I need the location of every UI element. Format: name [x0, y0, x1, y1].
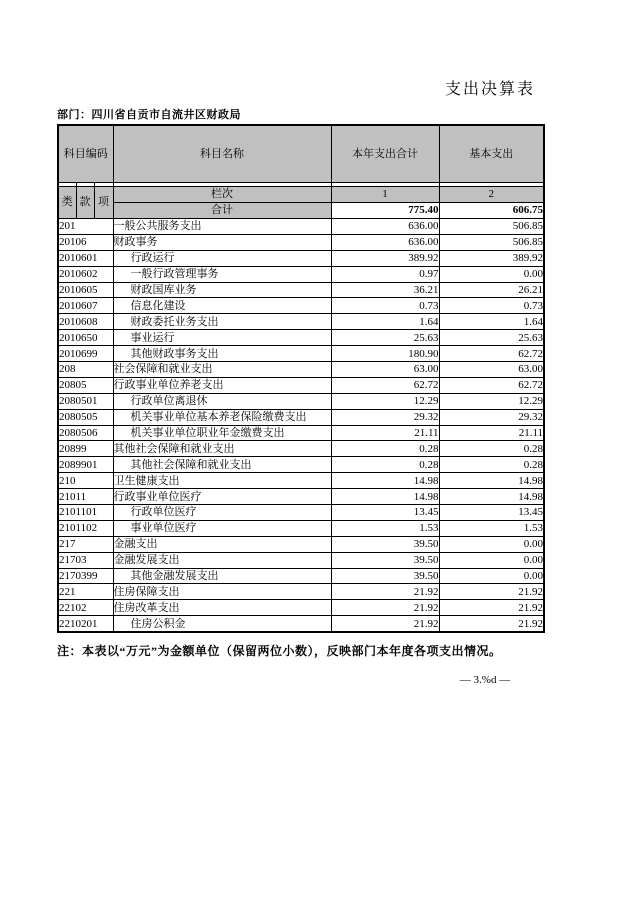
subject-name-cell: 其他金融发展支出: [113, 568, 331, 584]
subject-name-cell: 行政运行: [113, 250, 331, 266]
subject-name-cell: 住房保障支出: [113, 584, 331, 600]
total-expenditure-cell: 21.11: [331, 425, 439, 441]
subject-code-cell: 221: [58, 584, 113, 600]
total-expenditure-cell: 1.64: [331, 314, 439, 330]
table-row: [58, 393, 544, 409]
table-row: [58, 250, 544, 266]
table-row: [58, 314, 544, 330]
table-row: [58, 219, 544, 235]
basic-expenditure-cell: 1.64: [439, 314, 544, 330]
total-expenditure-cell: 0.73: [331, 298, 439, 314]
basic-expenditure-cell: 21.92: [439, 616, 544, 632]
basic-expenditure-cell: 25.63: [439, 330, 544, 346]
basic-expenditure-cell: 14.98: [439, 489, 544, 505]
basic-expenditure-cell: 389.92: [439, 250, 544, 266]
table-row: [58, 520, 544, 536]
subject-code-cell: 2210201: [58, 616, 113, 632]
page-number: — 3.%d —: [459, 674, 511, 686]
basic-expenditure-cell: 0.28: [439, 441, 544, 457]
total-expenditure-cell: 0.97: [331, 266, 439, 282]
total-expenditure-cell: 39.50: [331, 568, 439, 584]
subject-name-cell: 其他社会保障和就业支出: [113, 441, 331, 457]
header-total-expenditure: 本年支出合计: [331, 125, 439, 183]
basic-expenditure-cell: 21.92: [439, 584, 544, 600]
subject-code-cell: 2080501: [58, 393, 113, 409]
subject-code-cell: 201: [58, 219, 113, 235]
total-expenditure-cell: 21.92: [331, 616, 439, 632]
basic-expenditure-cell: 0.28: [439, 457, 544, 473]
basic-expenditure-cell: 62.72: [439, 377, 544, 393]
total-expenditure-cell: 636.00: [331, 219, 439, 235]
total-expenditure-cell: 39.50: [331, 552, 439, 568]
table-row: [58, 505, 544, 521]
total-label: 合计: [113, 203, 331, 219]
subject-code-cell: 208: [58, 362, 113, 378]
table-row: [58, 600, 544, 616]
column-index-label: 栏次: [113, 187, 331, 203]
table-row: [58, 457, 544, 473]
header-row: [58, 125, 544, 183]
subject-name-cell: 财政事务: [113, 234, 331, 250]
table-row: [58, 616, 544, 632]
header-code-item: 项: [94, 187, 113, 219]
subject-code-cell: 2101101: [58, 505, 113, 521]
subject-name-cell: 财政委托业务支出: [113, 314, 331, 330]
subject-name-cell: 社会保障和就业支出: [113, 362, 331, 378]
basic-expenditure-cell: 0.00: [439, 536, 544, 552]
column-index-row: [58, 187, 544, 203]
table-body: [58, 125, 544, 632]
table-row: [58, 234, 544, 250]
subject-name-cell: 行政单位离退休: [113, 393, 331, 409]
subject-name-cell: 金融发展支出: [113, 552, 331, 568]
subject-code-cell: 217: [58, 536, 113, 552]
subject-code-cell: 2010602: [58, 266, 113, 282]
header-basic-expenditure: 基本支出: [439, 125, 544, 183]
total-expenditure-cell: 63.00: [331, 362, 439, 378]
table-row: [58, 425, 544, 441]
subject-name-cell: 行政单位医疗: [113, 505, 331, 521]
table-row: [58, 282, 544, 298]
basic-expenditure-cell: 21.92: [439, 600, 544, 616]
table-row: [58, 377, 544, 393]
subject-code-cell: 2010650: [58, 330, 113, 346]
basic-expenditure-cell: 14.98: [439, 473, 544, 489]
basic-expenditure-cell: 13.45: [439, 505, 544, 521]
total-expenditure-cell: 0.28: [331, 441, 439, 457]
subject-code-cell: 20805: [58, 377, 113, 393]
table-row: [58, 409, 544, 425]
basic-expenditure-cell: 29.32: [439, 409, 544, 425]
total-expenditure-cell: 636.00: [331, 234, 439, 250]
total-expenditure-cell: 13.45: [331, 505, 439, 521]
basic-expenditure-cell: 1.53: [439, 520, 544, 536]
table-row: [58, 266, 544, 282]
subject-code-cell: 20106: [58, 234, 113, 250]
total-expenditure-cell: 180.90: [331, 346, 439, 362]
header-subject-name: 科目名称: [113, 125, 331, 183]
total-expenditure-cell: 39.50: [331, 536, 439, 552]
subject-name-cell: 其他社会保障和就业支出: [113, 457, 331, 473]
basic-expenditure-cell: 12.29: [439, 393, 544, 409]
table-row: [58, 298, 544, 314]
basic-expenditure-cell: 0.00: [439, 568, 544, 584]
subject-code-cell: 2080506: [58, 425, 113, 441]
basic-expenditure-cell: 506.85: [439, 219, 544, 235]
subject-name-cell: 卫生健康支出: [113, 473, 331, 489]
subject-code-cell: 21011: [58, 489, 113, 505]
department-line: 部门：四川省自贡市自流井区财政局: [57, 109, 241, 121]
subject-code-cell: 2010601: [58, 250, 113, 266]
table-row: [58, 568, 544, 584]
header-code-class: 类: [58, 187, 76, 219]
subject-code-cell: 2101102: [58, 520, 113, 536]
total-expenditure-cell: 389.92: [331, 250, 439, 266]
total-expenditure-cell: 14.98: [331, 489, 439, 505]
table-row: [58, 473, 544, 489]
page-title: 支出决算表: [444, 81, 535, 98]
basic-expenditure-cell: 0.00: [439, 552, 544, 568]
subject-name-cell: 其他财政事务支出: [113, 346, 331, 362]
subject-name-cell: 行政事业单位养老支出: [113, 377, 331, 393]
total-expenditure-cell: 0.28: [331, 457, 439, 473]
subject-code-cell: 21703: [58, 552, 113, 568]
subject-code-cell: 20899: [58, 441, 113, 457]
basic-expenditure-sum: 606.75: [439, 203, 544, 219]
table-row: [58, 441, 544, 457]
basic-expenditure-cell: 63.00: [439, 362, 544, 378]
table-row: [58, 346, 544, 362]
total-row: [58, 203, 544, 219]
basic-expenditure-cell: 0.73: [439, 298, 544, 314]
total-expenditure-cell: 1.53: [331, 520, 439, 536]
table-row: [58, 584, 544, 600]
total-expenditure-cell: 29.32: [331, 409, 439, 425]
basic-expenditure-cell: 21.11: [439, 425, 544, 441]
basic-expenditure-cell: 26.21: [439, 282, 544, 298]
subject-name-cell: 财政国库业务: [113, 282, 331, 298]
subject-name-cell: 机关事业单位基本养老保险缴费支出: [113, 409, 331, 425]
subject-name-cell: 一般行政管理事务: [113, 266, 331, 282]
subject-code-cell: 2089901: [58, 457, 113, 473]
table-row: [58, 330, 544, 346]
column-index-2: 2: [439, 187, 544, 203]
table-row: [58, 536, 544, 552]
subject-name-cell: 行政事业单位医疗: [113, 489, 331, 505]
subject-name-cell: 一般公共服务支出: [113, 219, 331, 235]
subject-code-cell: 2010605: [58, 282, 113, 298]
subject-name-cell: 事业单位医疗: [113, 520, 331, 536]
total-expenditure-sum: 775.40: [331, 203, 439, 219]
footnote: 注：本表以“万元”为金额单位（保留两位小数），反映部门本年度各项支出情况。: [57, 644, 502, 658]
subject-code-cell: 210: [58, 473, 113, 489]
total-expenditure-cell: 36.21: [331, 282, 439, 298]
subject-name-cell: 事业运行: [113, 330, 331, 346]
header-subject-code: 科目编码: [58, 125, 113, 183]
table-row: [58, 489, 544, 505]
basic-expenditure-cell: 506.85: [439, 234, 544, 250]
subject-code-cell: 2080505: [58, 409, 113, 425]
subject-code-cell: 2010607: [58, 298, 113, 314]
total-expenditure-cell: 14.98: [331, 473, 439, 489]
total-expenditure-cell: 21.92: [331, 584, 439, 600]
total-expenditure-cell: 21.92: [331, 600, 439, 616]
subject-name-cell: 机关事业单位职业年金缴费支出: [113, 425, 331, 441]
basic-expenditure-cell: 0.00: [439, 266, 544, 282]
basic-expenditure-cell: 62.72: [439, 346, 544, 362]
expenditure-table: [57, 124, 545, 633]
subject-code-cell: 22102: [58, 600, 113, 616]
subject-name-cell: 信息化建设: [113, 298, 331, 314]
column-index-1: 1: [331, 187, 439, 203]
total-expenditure-cell: 62.72: [331, 377, 439, 393]
table-row: [58, 362, 544, 378]
subject-code-cell: 2010699: [58, 346, 113, 362]
subject-name-cell: 住房公积金: [113, 616, 331, 632]
subject-code-cell: 2170399: [58, 568, 113, 584]
subject-code-cell: 2010608: [58, 314, 113, 330]
total-expenditure-cell: 12.29: [331, 393, 439, 409]
subject-name-cell: 住房改革支出: [113, 600, 331, 616]
table-row: [58, 552, 544, 568]
subject-name-cell: 金融支出: [113, 536, 331, 552]
header-code-section: 款: [76, 187, 94, 219]
total-expenditure-cell: 25.63: [331, 330, 439, 346]
